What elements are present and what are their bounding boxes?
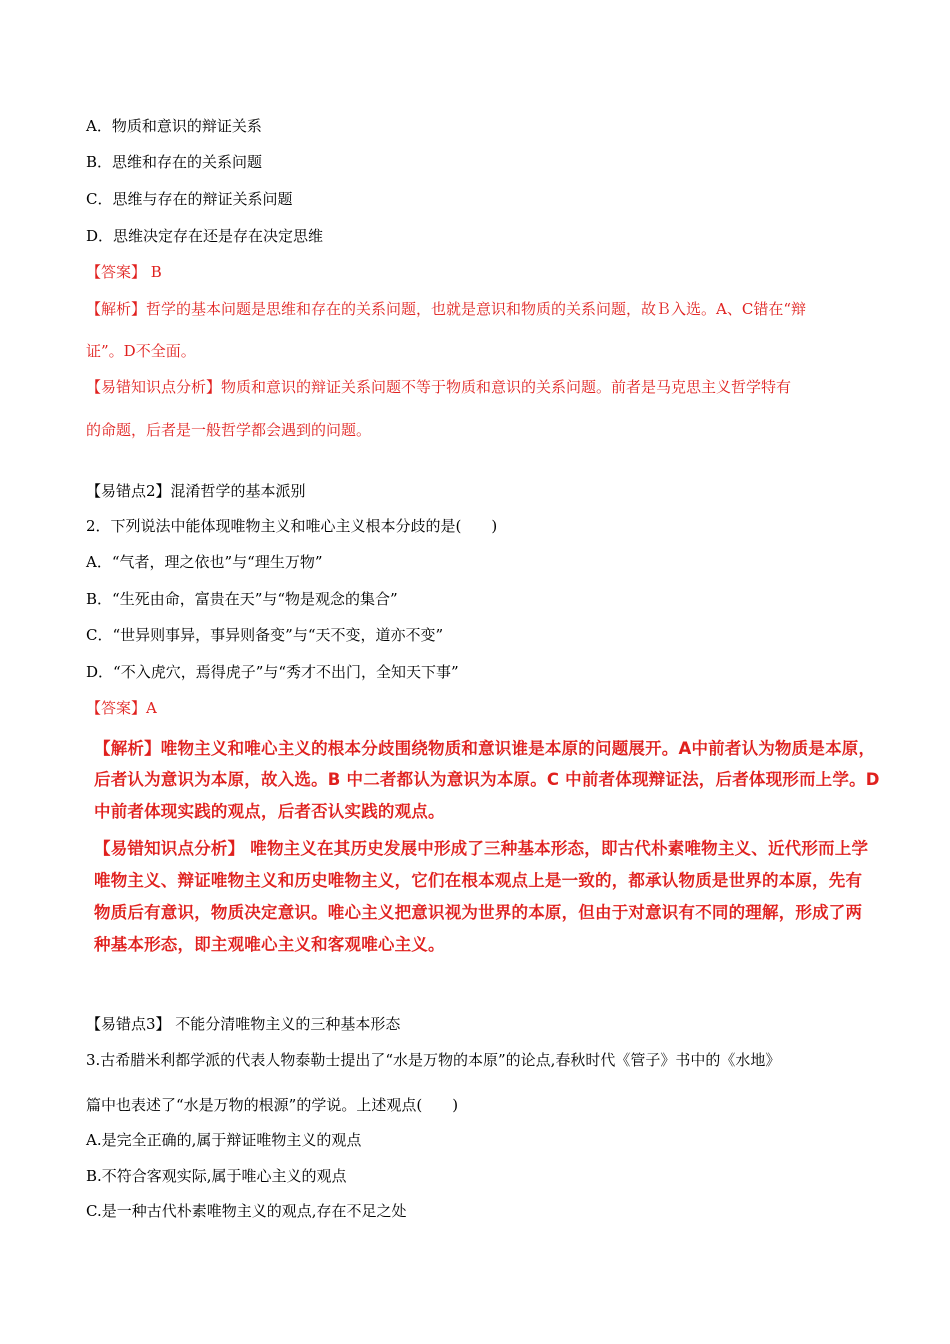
q1-option-c: C．思维与存在的辩证关系问题 bbox=[86, 190, 293, 208]
q2-option-a: A．“气者，理之依也”与“理生万物” bbox=[86, 553, 323, 571]
section-heading-point2: 【易错点2】混淆哲学的基本派别 bbox=[86, 482, 306, 500]
q3-option-c: C.是一种古代朴素唯物主义的观点,存在不足之处 bbox=[86, 1202, 407, 1220]
q2-option-d: D．“不入虎穴，焉得虎子”与“秀才不出门，全知天下事” bbox=[86, 663, 459, 681]
q1-error-analysis-line: 的命题，后者是一般哲学都会遇到的问题。 bbox=[86, 421, 372, 439]
q3-question-line: 篇中也表述了“水是万物的根源”的学说。上述观点( ) bbox=[86, 1096, 459, 1114]
q1-analysis-line: 【解析】哲学的基本问题是思维和存在的关系问题，也就是意识和物质的关系问题，故Ｂ入选。A、C错在“辩 bbox=[86, 300, 806, 318]
q1-analysis-line: 证”。D不全面。 bbox=[86, 342, 196, 360]
q2-error-analysis-line: 种基本形态，即主观唯心主义和客观唯心主义。 bbox=[94, 935, 445, 954]
q2-error-analysis-line: 物质后有意识，物质决定意识。唯心主义把意识视为世界的本原，但由于对意识有不同的理解，形成了两 bbox=[94, 903, 863, 922]
q2-option-b: B．“生死由命，富贵在天”与“物是观念的集合” bbox=[86, 590, 398, 608]
q3-question-line: 3.古希腊米利都学派的代表人物泰勒士提出了“水是万物的本原”的论点,春秋时代《管子》书中的《水地》 bbox=[86, 1051, 781, 1069]
q1-answer: 【答案】 B bbox=[86, 263, 162, 281]
q2-option-c: C．“世异则事异，事异则备变”与“天不变，道亦不变” bbox=[86, 626, 444, 644]
q2-question: 2．下列说法中能体现唯物主义和唯心主义根本分歧的是( ) bbox=[86, 517, 498, 535]
q2-analysis-line: 中前者体现实践的观点，后者否认实践的观点。 bbox=[94, 802, 445, 821]
q2-analysis-line: 【解析】唯物主义和唯心主义的根本分歧围绕物质和意识谁是本原的问题展开。A中前者认为物质是本原， bbox=[94, 739, 876, 758]
section-heading-point3: 【易错点3】 不能分清唯物主义的三种基本形态 bbox=[86, 1015, 401, 1033]
q3-option-b: B.不符合客观实际,属于唯心主义的观点 bbox=[86, 1167, 347, 1185]
q2-error-analysis-line: 唯物主义、辩证唯物主义和历史唯物主义，它们在根本观点上是一致的，都承认物质是世界的本原，先有 bbox=[94, 871, 863, 890]
q2-answer: 【答案】A bbox=[86, 699, 157, 717]
q1-option-d: D．思维决定存在还是存在决定思维 bbox=[86, 227, 324, 245]
q1-option-a: A．物质和意识的辩证关系 bbox=[86, 117, 262, 135]
q1-option-b: B．思维和存在的关系问题 bbox=[86, 153, 263, 171]
q2-analysis-line: 后者认为意识为本原，故入选。B 中二者都认为意识为本原。C 中前者体现辩证法，后者体现形而上学。D bbox=[94, 770, 880, 789]
q2-error-analysis-line: 【易错知识点分析】 唯物主义在其历史发展中形成了三种基本形态，即古代朴素唯物主义、近代形而上学 bbox=[94, 839, 869, 858]
q1-error-analysis-line: 【易错知识点分析】物质和意识的辩证关系问题不等于物质和意识的关系问题。前者是马克思主义哲学特有 bbox=[86, 378, 792, 396]
q3-option-a: A.是完全正确的,属于辩证唯物主义的观点 bbox=[86, 1131, 362, 1149]
